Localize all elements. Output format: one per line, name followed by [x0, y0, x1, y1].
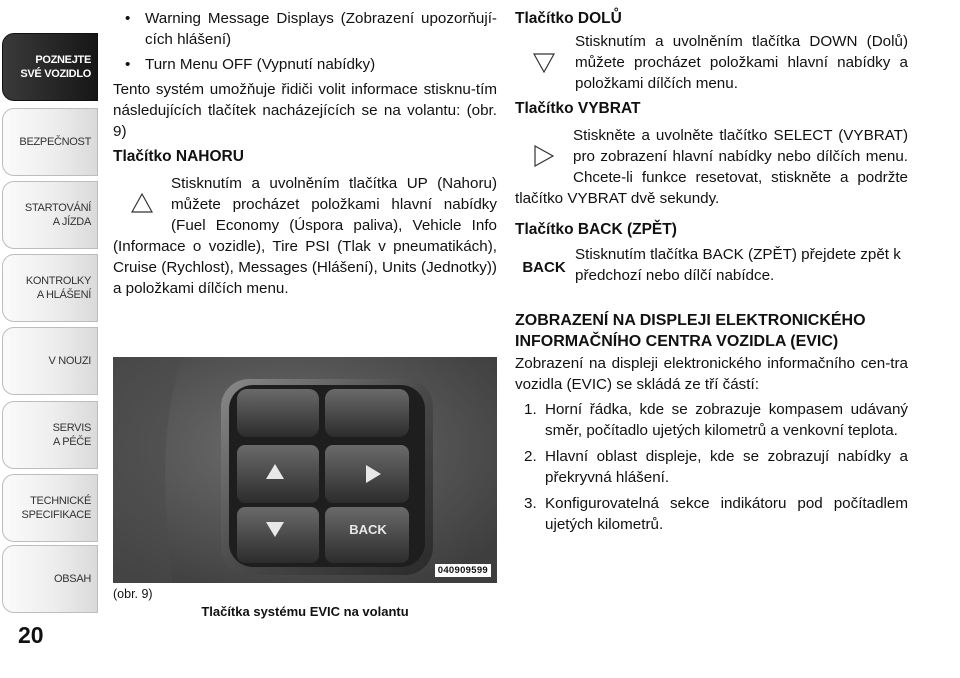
down-triangle-icon [515, 31, 573, 94]
tab-label: OBSAH [53, 573, 91, 585]
tab-label: SERVIS A PÉČE [52, 422, 91, 448]
up-button-text: Stisknutím a uvolněním tlačítka UP (Nahoru) můžete procházet položkami hlavní nabídky (Fuel Economy (Úspora paliva), Vehicle Info (Informace o vozidle), Tire PSI (Tlak v pneumatikách), Cruise (Rychlost), Messages (Hlášení), Units (Jednotky)) a položkami dílčích menu. [113, 175, 497, 297]
list-text: Hlavní oblast displeje, kde se zobrazují nabídky a překryvná hlášení. [545, 448, 908, 486]
figure-id: 040909599 [435, 564, 491, 577]
tab-technicke-specifikace[interactable] [2, 474, 98, 542]
tab-startovani-a-jizda[interactable] [2, 181, 98, 249]
tab-obsah[interactable] [2, 545, 98, 613]
steering-wheel-buttons-photo [113, 357, 497, 583]
bullet-item: • Turn Menu OFF (Vypnutí nabídky) [113, 54, 497, 75]
list-text: Horní řádka, kde se zobrazuje kompasem udávaný směr, počítadlo ujetých kilometrů a venkovní teplota. [545, 401, 908, 439]
tab-label: V NOUZI [48, 355, 91, 367]
left-column [113, 8, 497, 299]
tab-v-nouzi[interactable] [2, 327, 98, 395]
back-icon-label: BACK [522, 258, 566, 276]
back-button-block [515, 244, 908, 290]
select-button-heading: Tlačítko VYBRAT [515, 100, 641, 117]
tab-label: POZNEJTE SVÉ VOZIDLO [20, 54, 91, 80]
list-item [515, 493, 908, 535]
up-button-description [113, 173, 497, 299]
list-item [515, 446, 908, 488]
page-number: 20 [18, 622, 44, 648]
back-button-heading: Tlačítko BACK (ZPĚT) [515, 221, 677, 238]
tab-label: BEZPEČNOST [19, 136, 91, 148]
down-button-block [515, 31, 908, 94]
down-button-text: Stisknutím a uvolněním tlačítka DOWN (Dolů) můžete procházet položkami hlavní nabídky a položkami dílčích menu. [575, 33, 908, 92]
chapter-tabs [0, 0, 100, 678]
select-button-text: Stiskněte a uvolněte tlačítko SELECT (VYBRAT) pro zobrazení hlavní nabídky nebo dílčích menu. Chcete-li funkce resetovat, stiskněte a podržte tlačítko VYBRAT dvě sekundy. [515, 127, 908, 207]
figure-reference: (obr. 9) [113, 587, 153, 601]
tab-label: KONTROLKY A HLÁŠENÍ [25, 275, 91, 301]
back-key-label: BACK [349, 522, 387, 537]
select-button-block [515, 125, 908, 209]
right-column [515, 8, 908, 540]
figure-caption: Tlačítka systému EVIC na volantu [201, 604, 409, 619]
up-button-heading: Tlačítko NAHORU [113, 148, 244, 165]
down-button-heading: Tlačítko DOLŮ [515, 10, 622, 27]
up-triangle-icon [113, 173, 171, 233]
tab-servis-a-pece[interactable] [2, 401, 98, 469]
back-button-text: Stisknutím tlačítka BACK (ZPĚT) přejdete zpět k předchozí nebo dílčí nabídce. [575, 246, 901, 284]
list-item [515, 399, 908, 441]
evic-parts-list [515, 399, 908, 535]
bullet-item: • Warning Message Displays (Zobrazení upozorňují-cích hlášení) [113, 8, 497, 50]
section-intro: Zobrazení na displeji elektronického informačního cen-tra vozidla (EVIC) se skládá ze tří částí: [515, 355, 908, 393]
right-triangle-icon [515, 125, 573, 187]
list-number: 3. [524, 495, 537, 512]
list-text: Konfigurovatelná sekce indikátoru pod počítadlem ujetých kilometrů. [545, 495, 908, 533]
section-title: ZOBRAZENÍ NA DISPLEJI ELEKTRONICKÉHO INFORMAČNÍHO CENTRA VOZIDLA (EVIC) [515, 312, 866, 350]
tab-label: TECHNICKÉ SPECIFIKACE [21, 495, 91, 521]
intro-paragraph: Tento systém umožňuje řidiči volit informace stisknu-tím následujících tlačítek nacházejících se na volantu: (obr. 9) [113, 81, 497, 140]
list-number: 2. [524, 448, 537, 465]
tab-kontrolky-a-hlaseni[interactable] [2, 254, 98, 322]
tab-poznejte-sve-vozidlo[interactable] [2, 33, 98, 101]
back-icon [515, 244, 573, 290]
list-number: 1. [524, 401, 537, 418]
tab-bezpecnost[interactable] [2, 108, 98, 176]
tab-label: STARTOVÁNÍ A JÍZDA [24, 202, 91, 228]
